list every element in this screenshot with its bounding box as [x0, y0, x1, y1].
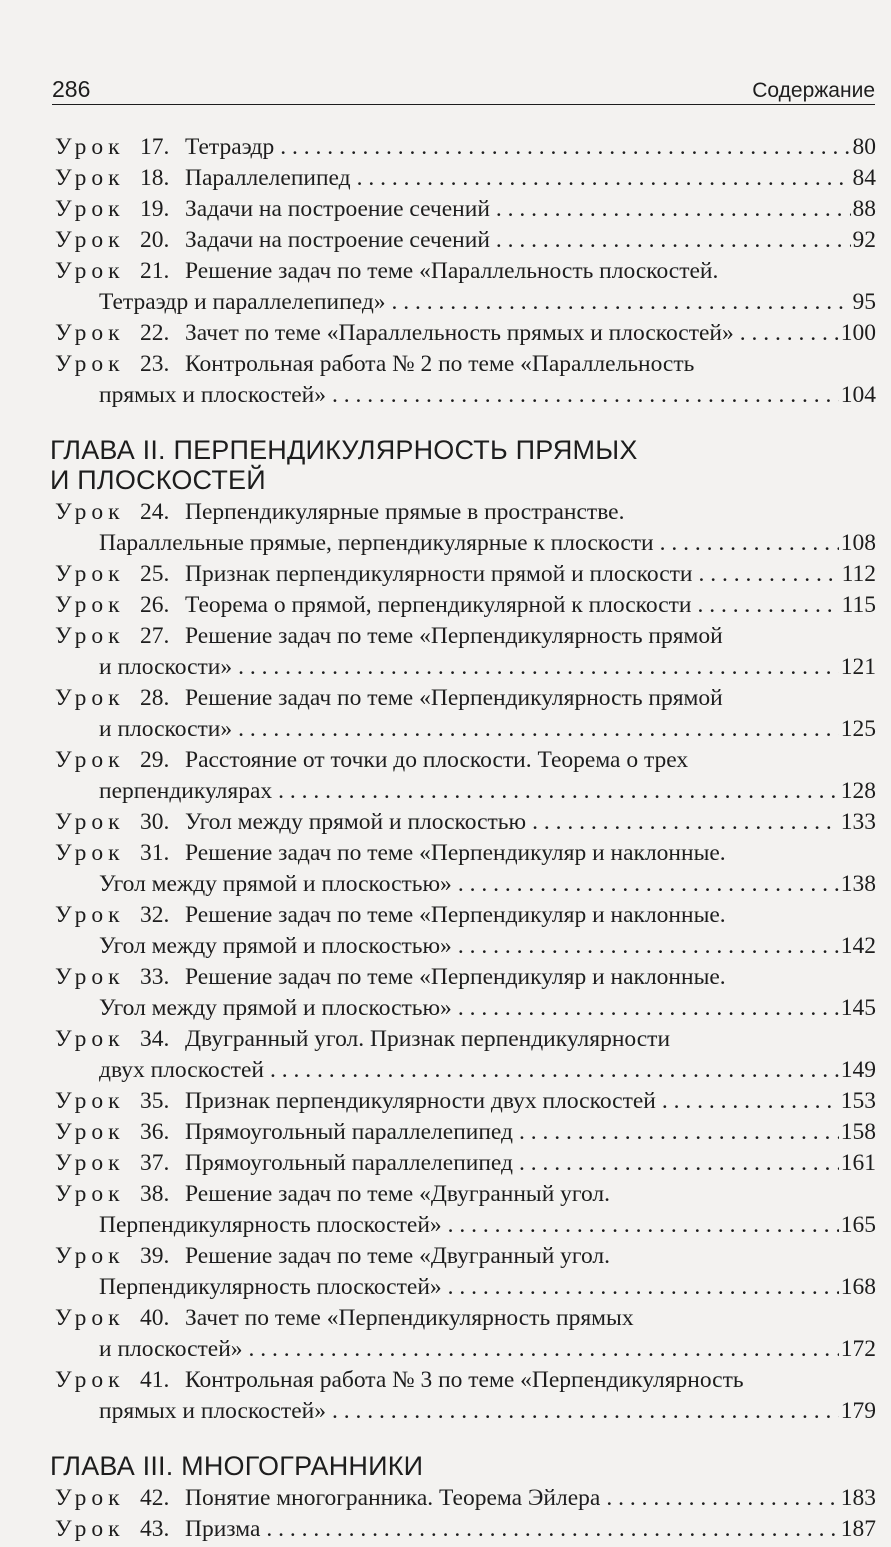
lesson-title-wrap	[99, 714, 876, 745]
dot-leader	[697, 590, 839, 621]
toc-entry-line	[55, 380, 876, 411]
lesson-number: 34.	[140, 1026, 170, 1052]
lesson-title-wrap	[99, 380, 876, 411]
page-ref: 142	[840, 933, 876, 959]
lesson-number: 18.	[140, 165, 170, 191]
page-ref: 115	[841, 592, 876, 618]
lesson-title: Параллельные прямые, перпендикулярные к плоскости	[99, 530, 654, 556]
lesson-title-wrap	[185, 194, 876, 225]
dot-leader	[606, 1483, 838, 1514]
lesson-label: Урок	[55, 165, 125, 191]
toc-entry-line	[55, 993, 876, 1024]
page-ref: 100	[840, 320, 876, 346]
toc-entry[interactable]	[55, 745, 876, 807]
toc-entry[interactable]	[55, 1148, 876, 1179]
lesson-title-wrap	[99, 776, 876, 807]
dot-leader	[332, 1396, 839, 1427]
toc-entry-line	[55, 528, 876, 559]
lesson-label: Урок	[55, 747, 125, 773]
toc-entry-line	[55, 1396, 876, 1427]
lesson-title: Параллелепипед	[185, 165, 351, 191]
lesson-title-wrap	[99, 931, 876, 962]
page-ref: 183	[840, 1485, 876, 1511]
lesson-number: 25.	[140, 561, 170, 587]
toc-entry[interactable]	[55, 900, 876, 962]
page-ref: 138	[840, 871, 876, 897]
toc-entry[interactable]	[55, 1303, 876, 1365]
lesson-number: 30.	[140, 809, 170, 835]
page-ref: 133	[840, 809, 876, 835]
lesson-number: 38.	[140, 1181, 170, 1207]
page-ref: 95	[852, 289, 876, 315]
toc-entry[interactable]	[55, 621, 876, 683]
lesson-title-wrap	[99, 1210, 876, 1241]
lesson-label: Урок	[55, 1516, 125, 1542]
lesson-title-wrap	[185, 1365, 744, 1396]
lesson-title: и плоскости»	[99, 654, 233, 680]
lesson-title: Теорема о прямой, перпендикулярной к плоскости	[185, 592, 692, 618]
lesson-title: Перпендикулярные прямые в пространстве.	[185, 499, 625, 525]
toc-entry[interactable]	[55, 349, 876, 411]
toc-entry-line	[55, 1086, 876, 1117]
toc-entry-line	[55, 1148, 876, 1179]
page-ref: 168	[840, 1274, 876, 1300]
toc-entry[interactable]	[55, 1086, 876, 1117]
lesson-title: прямых и плоскостей»	[99, 382, 326, 408]
lesson-title: Прямоугольный параллелепипед	[185, 1119, 514, 1145]
lesson-title-wrap	[185, 1148, 876, 1179]
toc-entry-line	[55, 1179, 876, 1210]
toc-entry-line	[55, 1210, 876, 1241]
dot-leader	[448, 1272, 839, 1303]
lesson-title-wrap	[185, 621, 723, 652]
lesson-title: Решение задач по теме «Перпендикулярность прямой	[185, 685, 723, 711]
lesson-title: Перпендикулярность плоскостей»	[99, 1212, 442, 1238]
toc-entry-line	[55, 1483, 876, 1514]
lesson-label: Урок	[55, 840, 125, 866]
lesson-title-wrap	[185, 900, 726, 931]
lesson-label: Урок	[55, 1088, 125, 1114]
lesson-label: Урок	[55, 902, 125, 928]
page-ref: 112	[841, 561, 876, 587]
toc-entry-line	[55, 1272, 876, 1303]
toc-entry-line	[55, 1117, 876, 1148]
lesson-title-wrap	[185, 962, 726, 993]
lesson-title-wrap	[185, 1179, 610, 1210]
lesson-number: 26.	[140, 592, 170, 618]
toc-entry-line	[55, 869, 876, 900]
lesson-title-wrap	[185, 256, 718, 287]
lesson-title: Тетраэдр и параллелепипед»	[99, 289, 386, 315]
toc-entry[interactable]	[55, 1514, 876, 1545]
page-ref: 128	[840, 778, 876, 804]
toc-entry-line	[55, 683, 876, 714]
lesson-label: Урок	[55, 592, 125, 618]
lesson-number: 23.	[140, 351, 170, 377]
lesson-title: двух плоскостей	[99, 1057, 264, 1083]
dot-leader	[249, 1334, 839, 1365]
lesson-title: Угол между прямой и плоскостью	[185, 809, 527, 835]
lesson-label: Урок	[55, 320, 125, 346]
lesson-title: Решение задач по теме «Перпендикуляр и наклонные.	[185, 902, 726, 928]
lesson-title-wrap	[99, 1396, 876, 1427]
chapter-heading-line: ГЛАВА II. ПЕРПЕНДИКУЛЯРНОСТЬ ПРЯМЫХ	[50, 435, 638, 465]
lesson-label: Урок	[55, 1485, 125, 1511]
toc-entry[interactable]	[55, 1179, 876, 1241]
dot-leader	[458, 869, 839, 900]
dot-leader	[698, 559, 839, 590]
chapter-heading	[50, 435, 870, 495]
toc-entry[interactable]	[55, 590, 876, 621]
lesson-title-wrap	[99, 652, 876, 683]
chapter-heading-line: И ПЛОСКОСТЕЙ	[50, 465, 266, 495]
toc-entry[interactable]	[55, 559, 876, 590]
dot-leader	[332, 380, 839, 411]
toc-entry-line	[55, 287, 876, 318]
toc-entry[interactable]	[55, 838, 876, 900]
lesson-title-wrap	[185, 497, 624, 528]
lesson-title-wrap	[99, 528, 876, 559]
lesson-title-wrap	[185, 163, 876, 194]
toc-entry-line	[55, 349, 876, 380]
toc-entry[interactable]	[55, 962, 876, 1024]
toc-entry[interactable]	[55, 807, 876, 838]
page-ref: 158	[840, 1119, 876, 1145]
toc-entry-line	[55, 559, 876, 590]
toc-entry[interactable]	[55, 497, 876, 559]
page-ref: 80	[852, 134, 876, 160]
lesson-title-wrap	[99, 1272, 876, 1303]
toc-entry-line	[55, 962, 876, 993]
dot-leader	[662, 1086, 839, 1117]
lesson-title: Решение задач по теме «Перпендикуляр и наклонные.	[185, 964, 726, 990]
page-ref: 125	[840, 716, 876, 742]
toc-entry[interactable]	[55, 318, 876, 349]
page-ref: 153	[840, 1088, 876, 1114]
toc-entry[interactable]	[55, 194, 876, 225]
page-ref: 121	[840, 654, 876, 680]
page-ref: 172	[840, 1336, 876, 1362]
toc-entry-line	[55, 1514, 876, 1545]
lesson-title: Контрольная работа № 2 по теме «Параллельность	[185, 351, 695, 377]
page-ref: 108	[840, 530, 876, 556]
toc-entry[interactable]	[55, 1024, 876, 1086]
lesson-title: Расстояние от точки до плоскости. Теорема о трех	[185, 747, 689, 773]
lesson-label: Урок	[55, 1367, 125, 1393]
lesson-title-wrap	[185, 349, 694, 380]
lesson-title: Двугранный угол. Признак перпендикулярности	[185, 1026, 671, 1052]
lesson-title-wrap	[185, 1117, 876, 1148]
page-ref: 187	[840, 1516, 876, 1542]
toc-entry-line	[55, 590, 876, 621]
lesson-number: 32.	[140, 902, 170, 928]
dot-leader	[280, 132, 850, 163]
lesson-number: 21.	[140, 258, 170, 284]
lesson-title: Решение задач по теме «Параллельность плоскостей.	[185, 258, 719, 284]
lesson-title-wrap	[185, 590, 876, 621]
dot-leader	[357, 163, 851, 194]
dot-leader	[496, 225, 851, 256]
toc-entry-line	[55, 745, 876, 776]
lesson-title: Тетраэдр	[185, 134, 275, 160]
lesson-title-wrap	[185, 1303, 634, 1334]
lesson-title: Понятие многогранника. Теорема Эйлера	[185, 1485, 601, 1511]
lesson-title-wrap	[185, 838, 726, 869]
toc-entry-line	[55, 1055, 876, 1086]
lesson-title-wrap	[185, 559, 876, 590]
page-header	[52, 72, 875, 105]
lesson-label: Урок	[55, 351, 125, 377]
lesson-title: Зачет по теме «Параллельность прямых и плоскостей»	[185, 320, 734, 346]
toc-entry-line	[55, 194, 876, 225]
lesson-title-wrap	[185, 318, 876, 349]
lesson-label: Урок	[55, 227, 125, 253]
dot-leader	[448, 1210, 839, 1241]
lesson-label: Урок	[55, 685, 125, 711]
lesson-title: Решение задач по теме «Перпендикулярность прямой	[185, 623, 723, 649]
lesson-title: перпендикулярах	[99, 778, 273, 804]
page-ref: 179	[840, 1398, 876, 1424]
dot-leader	[266, 1514, 838, 1545]
lesson-number: 24.	[140, 499, 170, 525]
lesson-title: и плоскостей»	[99, 1336, 243, 1362]
lesson-title: Угол между прямой и плоскостью»	[99, 871, 452, 897]
lesson-title: Угол между прямой и плоскостью»	[99, 933, 452, 959]
lesson-title: и плоскости»	[99, 716, 233, 742]
lesson-title-wrap	[185, 1483, 876, 1514]
toc-entry-line	[55, 318, 876, 349]
dot-leader	[278, 776, 839, 807]
lesson-label: Урок	[55, 499, 125, 525]
lesson-title: Признак перпендикулярности двух плоскостей	[185, 1088, 656, 1114]
lesson-title-wrap	[185, 1241, 610, 1272]
lesson-number: 41.	[140, 1367, 170, 1393]
dot-leader	[532, 807, 839, 838]
lesson-title-wrap	[99, 1055, 876, 1086]
toc-entry-line	[55, 900, 876, 931]
lesson-title: Решение задач по теме «Двугранный угол.	[185, 1243, 610, 1269]
lesson-title: Решение задач по теме «Двугранный угол.	[185, 1181, 610, 1207]
lesson-title-wrap	[185, 807, 876, 838]
lesson-number: 33.	[140, 964, 170, 990]
lesson-title-wrap	[99, 287, 876, 318]
page-ref: 165	[840, 1212, 876, 1238]
toc-entry[interactable]	[55, 132, 876, 163]
lesson-label: Урок	[55, 809, 125, 835]
dot-leader	[238, 652, 839, 683]
lesson-number: 35.	[140, 1088, 170, 1114]
lesson-number: 20.	[140, 227, 170, 253]
lesson-label: Урок	[55, 1181, 125, 1207]
lesson-title-wrap	[185, 683, 723, 714]
lesson-title-wrap	[185, 1024, 670, 1055]
lesson-title: Задачи на построение сечений	[185, 227, 490, 253]
lesson-number: 37.	[140, 1150, 170, 1176]
toc-entry[interactable]	[55, 256, 876, 318]
lesson-number: 43.	[140, 1516, 170, 1542]
lesson-label: Урок	[55, 964, 125, 990]
lesson-number: 31.	[140, 840, 170, 866]
lesson-number: 39.	[140, 1243, 170, 1269]
page-ref: 104	[840, 382, 876, 408]
lesson-number: 40.	[140, 1305, 170, 1331]
lesson-label: Урок	[55, 134, 125, 160]
toc-entry-line	[55, 1024, 876, 1055]
toc-entry[interactable]	[55, 683, 876, 745]
lesson-number: 42.	[140, 1485, 170, 1511]
lesson-title: прямых и плоскостей»	[99, 1398, 326, 1424]
lesson-title: Призма	[185, 1516, 261, 1542]
lesson-title-wrap	[99, 1334, 876, 1365]
lesson-label: Урок	[55, 1119, 125, 1145]
lesson-title: Признак перпендикулярности прямой и плоскости	[185, 561, 693, 587]
lesson-number: 19.	[140, 196, 170, 222]
dot-leader	[740, 318, 839, 349]
lesson-number: 36.	[140, 1119, 170, 1145]
lesson-title: Угол между прямой и плоскостью»	[99, 995, 452, 1021]
toc-entry-line	[55, 1303, 876, 1334]
toc-entry-line	[55, 776, 876, 807]
lesson-label: Урок	[55, 1026, 125, 1052]
toc-entry-line	[55, 497, 876, 528]
page-ref: 84	[852, 165, 876, 191]
lesson-number: 29.	[140, 747, 170, 773]
toc-entry[interactable]	[55, 163, 876, 194]
section-title: Содержание	[752, 79, 875, 102]
chapter-heading-line: ГЛАВА III. МНОГОГРАННИКИ	[50, 1451, 424, 1481]
chapter-heading	[50, 1451, 870, 1481]
lesson-title: Перпендикулярность плоскостей»	[99, 1274, 442, 1300]
toc-entry-line	[55, 163, 876, 194]
page-ref: 149	[840, 1057, 876, 1083]
lesson-title-wrap	[99, 993, 876, 1024]
toc-entry[interactable]	[55, 1365, 876, 1427]
page-ref: 145	[840, 995, 876, 1021]
toc-entry-line	[55, 621, 876, 652]
dot-leader	[458, 993, 839, 1024]
lesson-title: Зачет по теме «Перпендикулярность прямых	[185, 1305, 634, 1331]
toc-entry-line	[55, 256, 876, 287]
toc-entry-line	[55, 838, 876, 869]
toc-entry-line	[55, 132, 876, 163]
lesson-label: Урок	[55, 623, 125, 649]
lesson-title-wrap	[185, 1086, 876, 1117]
lesson-number: 17.	[140, 134, 170, 160]
toc-entry[interactable]	[55, 1241, 876, 1303]
lesson-title-wrap	[185, 1514, 876, 1545]
dot-leader	[392, 287, 851, 318]
lesson-label: Урок	[55, 1243, 125, 1269]
toc-entry-line	[55, 652, 876, 683]
toc-entry-line	[55, 931, 876, 962]
toc-entry[interactable]	[55, 1117, 876, 1148]
lesson-title-wrap	[99, 869, 876, 900]
page-ref: 161	[840, 1150, 876, 1176]
toc-entry[interactable]	[55, 1483, 876, 1514]
dot-leader	[519, 1148, 839, 1179]
lesson-title: Задачи на построение сечений	[185, 196, 490, 222]
lesson-label: Урок	[55, 196, 125, 222]
lesson-title: Прямоугольный параллелепипед	[185, 1150, 514, 1176]
dot-leader	[496, 194, 851, 225]
lesson-title: Контрольная работа № 3 по теме «Перпендикулярность	[185, 1367, 744, 1393]
lesson-title-wrap	[185, 225, 876, 256]
lesson-number: 28.	[140, 685, 170, 711]
dot-leader	[458, 931, 839, 962]
dot-leader	[519, 1117, 839, 1148]
lesson-label: Урок	[55, 1305, 125, 1331]
toc-entry-line	[55, 1365, 876, 1396]
page-number: 286	[52, 76, 91, 102]
dot-leader	[660, 528, 839, 559]
toc-entry[interactable]	[55, 225, 876, 256]
dot-leader	[238, 714, 839, 745]
lesson-title-wrap	[185, 132, 876, 163]
page-ref: 88	[852, 196, 876, 222]
toc-entry-line	[55, 1334, 876, 1365]
toc-entry-line	[55, 714, 876, 745]
page-ref: 92	[852, 227, 876, 253]
lesson-number: 27.	[140, 623, 170, 649]
toc-entry-line	[55, 1241, 876, 1272]
lesson-label: Урок	[55, 258, 125, 284]
toc-entry-line	[55, 225, 876, 256]
dot-leader	[270, 1055, 839, 1086]
toc-entry-line	[55, 807, 876, 838]
lesson-label: Урок	[55, 561, 125, 587]
lesson-label: Урок	[55, 1150, 125, 1176]
lesson-title: Решение задач по теме «Перпендикуляр и наклонные.	[185, 840, 726, 866]
lesson-number: 22.	[140, 320, 170, 346]
lesson-title-wrap	[185, 745, 688, 776]
